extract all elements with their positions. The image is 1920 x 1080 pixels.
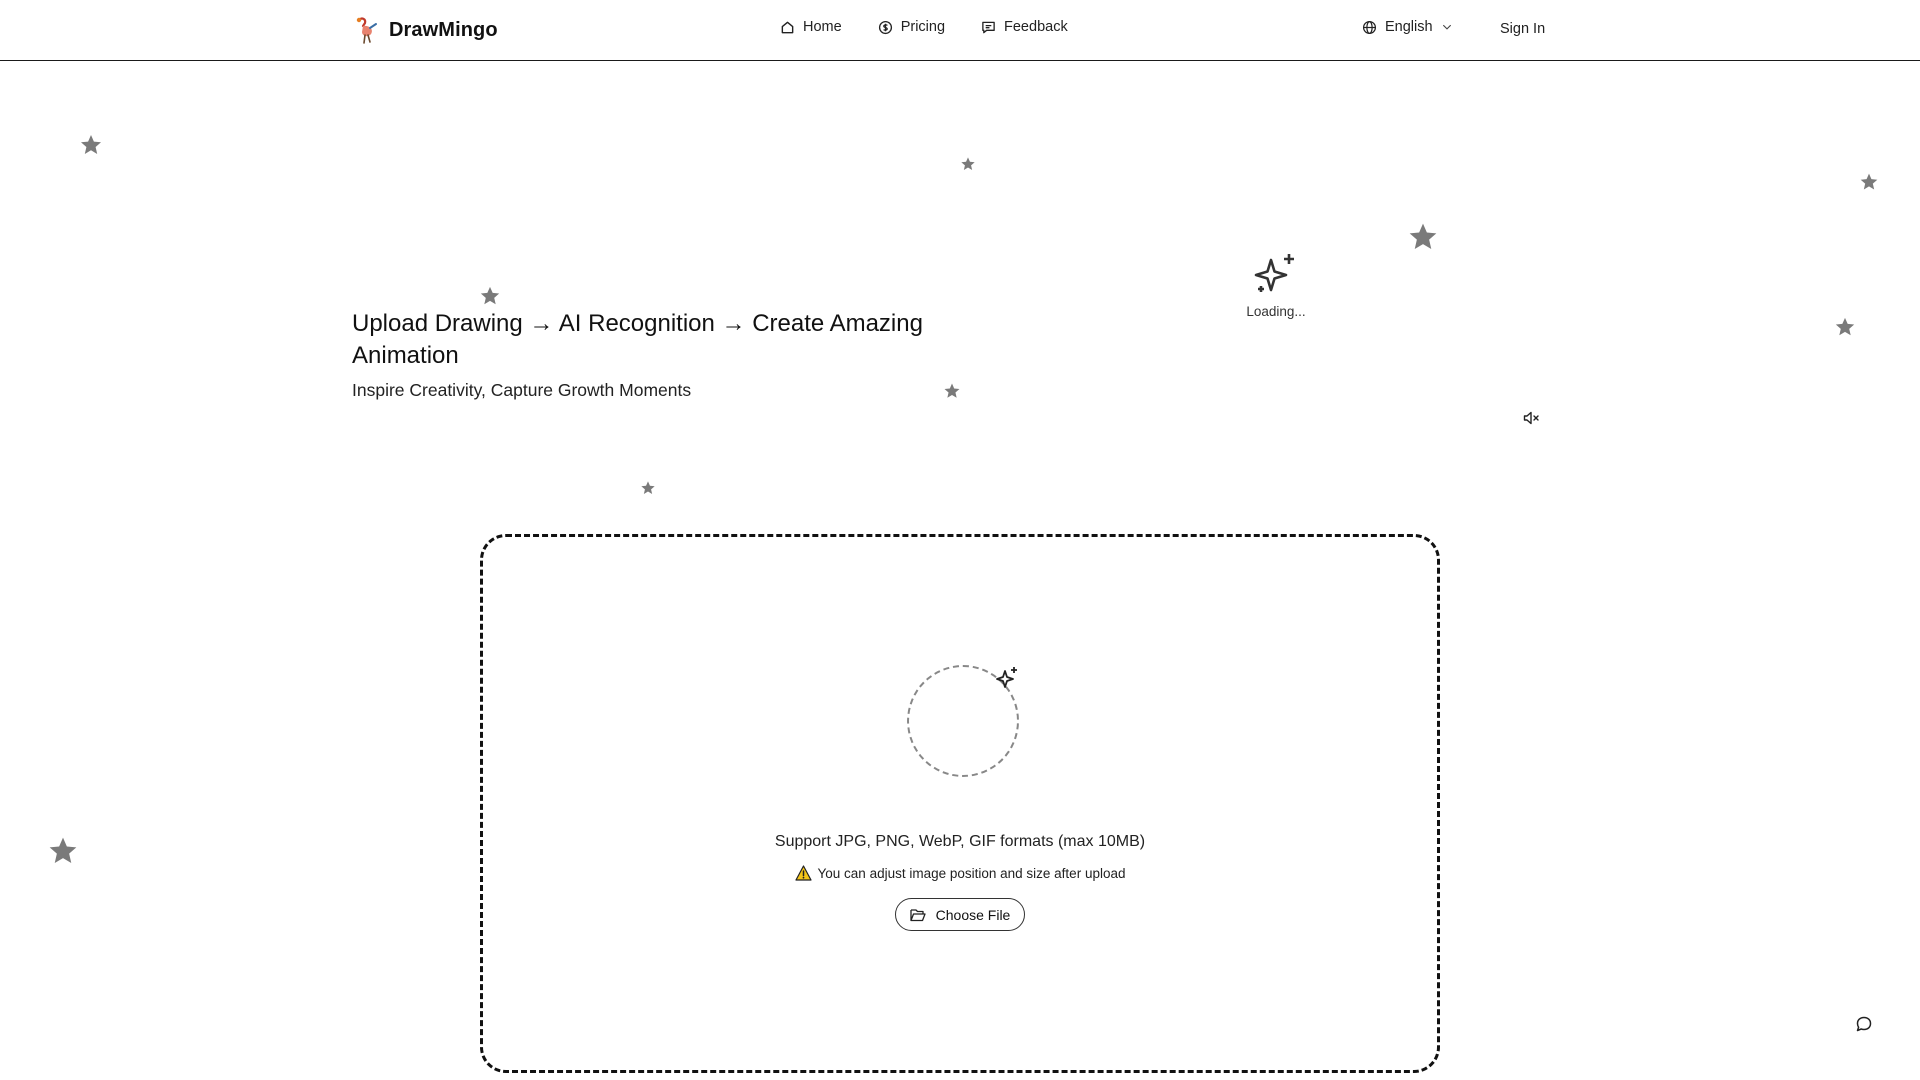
flamingo-logo-icon <box>353 16 379 44</box>
message-square-icon <box>981 20 996 35</box>
star-icon <box>1407 221 1439 253</box>
warning-icon <box>795 865 812 881</box>
home-icon <box>780 20 795 35</box>
upload-hint <box>483 865 1437 881</box>
dollar-circle-icon <box>878 20 893 35</box>
nav-feedback[interactable] <box>981 19 1068 35</box>
hero-subtitle: Inspire Creativity, Capture Growth Moments <box>352 380 692 400</box>
chat-bubble-icon[interactable] <box>1855 1015 1873 1033</box>
choose-file-label: Choose File <box>935 906 1011 923</box>
star-icon <box>1834 316 1856 338</box>
star-icon <box>479 285 501 307</box>
language-selector[interactable] <box>1362 19 1453 35</box>
main-nav <box>780 19 1068 35</box>
star-icon <box>79 133 103 157</box>
star-icon <box>960 156 976 172</box>
nav-home[interactable] <box>780 19 842 35</box>
choose-file-button[interactable] <box>895 898 1025 931</box>
mute-icon[interactable] <box>1523 411 1540 425</box>
star-icon <box>47 835 79 867</box>
loading-text: Loading... <box>1246 304 1306 319</box>
upload-hint-text: You can adjust image position and size after upload <box>817 865 1126 881</box>
sparkles-icon <box>1251 250 1301 300</box>
nav-pricing[interactable] <box>878 19 945 35</box>
star-icon <box>640 480 656 496</box>
sign-in-link[interactable]: Sign In <box>1500 21 1546 37</box>
star-icon <box>1859 172 1879 192</box>
chevron-down-icon <box>1441 21 1453 33</box>
hero-title: Upload Drawing → AI Recognition → Create Amazing Animation <box>352 310 923 369</box>
nav-feedback-label: Feedback <box>1004 19 1068 35</box>
nav-home-label: Home <box>803 19 842 35</box>
brand-logo[interactable] <box>353 16 498 44</box>
brand-name: DrawMingo <box>389 18 498 41</box>
star-icon <box>943 382 961 400</box>
upload-dropzone[interactable] <box>480 534 1440 1073</box>
globe-icon <box>1362 20 1377 35</box>
loading-indicator <box>1238 250 1314 319</box>
top-navigation-bar <box>0 0 1920 61</box>
language-label: English <box>1385 19 1433 35</box>
sparkle-icon <box>994 665 1020 691</box>
supported-formats-text: Support JPG, PNG, WebP, GIF formats (max 10MB) <box>774 833 1146 850</box>
nav-pricing-label: Pricing <box>900 19 946 35</box>
folder-open-icon <box>910 908 926 922</box>
